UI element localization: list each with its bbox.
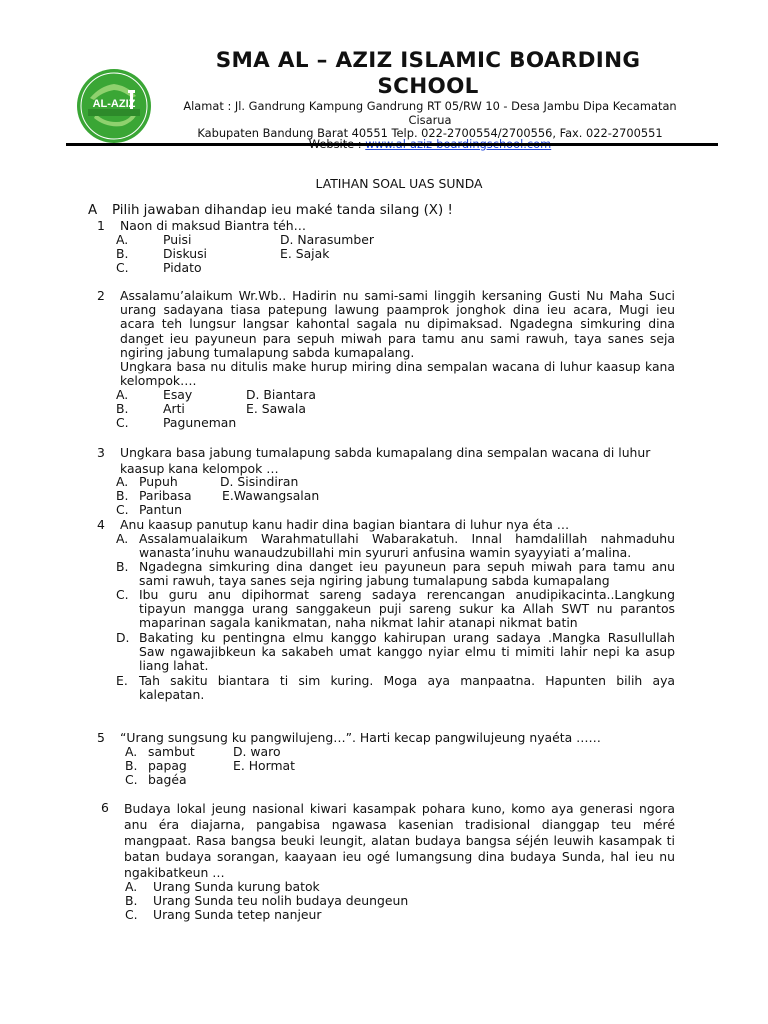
q2-option-c: Paguneman xyxy=(163,415,237,430)
q2-option-a-label: A. xyxy=(116,387,129,402)
question-3-line1: Ungkara basa jabung tumalapung sabda kumapalang dina sempalan wacana di luhur xyxy=(120,445,651,460)
q4-option-c-label: C. xyxy=(116,587,129,602)
q3-option-e: E.Wawangsalan xyxy=(222,488,320,503)
q6-option-b-label: B. xyxy=(125,893,138,908)
instruction-text: Pilih jawaban dihandap ieu maké tanda silang (X) ! xyxy=(112,203,453,218)
question-6-passage: Budaya lokal jeung nasional kiwari kasampak pohara kuno, komo aya generasi ngora anu éra diajarna, pangabisa ngawasa kasenian tradisional dianggap teu méré mangpaat. Rasa bangsa beuki leungit, alatan budaya bangsa séjén leuwih kasampak ti batan budaya sorangan, kaayaan ieu ogé lumangsung dina budaya Sunda, hal ieu nu ngakibatkeun … xyxy=(124,801,675,880)
document-title: LATIHAN SOAL UAS SUNDA xyxy=(315,176,483,191)
q6-option-c: Urang Sunda tetep nanjeur xyxy=(153,907,322,922)
section-instruction xyxy=(88,203,453,218)
q5-option-a: sambut xyxy=(148,744,195,759)
question-5-number: 5 xyxy=(97,730,105,745)
q1-option-c-label: C. xyxy=(116,260,129,275)
q1-option-b: Diskusi xyxy=(163,246,207,261)
question-2-text: Ungkara basa nu ditulis make hurup miring dina sempalan wacana di luhur kaasup kana kelompok…. xyxy=(120,359,675,389)
q5-option-d: D. waro xyxy=(233,744,281,759)
address-line1: Alamat : Jl. Gandrung Kampung Gandrung RT 05/RW 10 - Desa Jambu Dipa Kecamatan xyxy=(183,99,677,113)
school-name-line1: SMA AL – AZIZ ISLAMIC BOARDING xyxy=(215,48,641,73)
q6-option-a: Urang Sunda kurung batok xyxy=(153,879,320,894)
q2-option-d: D. Biantara xyxy=(246,387,316,402)
logo-text: AL-AZIZ xyxy=(92,98,136,110)
q4-option-a: Assalamualaikum Warahmatullahi Wabarakatuh. Innal hamdalillah nahmaduhu wanasta’inuhu wanaudzubillahi min syururi anfusina wamin syayyiati a’malina. xyxy=(139,531,675,561)
q2-option-e: E. Sawala xyxy=(246,401,306,416)
q3-option-d: D. Sisindiran xyxy=(220,474,299,489)
q5-option-b-label: B. xyxy=(125,758,138,773)
school-logo xyxy=(76,68,152,144)
q5-option-a-label: A. xyxy=(125,744,138,759)
q3-option-c-label: C. xyxy=(116,502,129,517)
q4-option-a-label: A. xyxy=(116,531,129,546)
q4-option-b: Ngadegna simkuring dina danget ieu payuneun para sepuh miwah para tamu anu sami rawuh, taya sanes seja ngiring jabung tumalapung sabda kumapalang xyxy=(139,559,675,589)
q1-option-c: Pidato xyxy=(163,260,202,275)
section-label: A xyxy=(88,203,98,218)
q3-option-a: Pupuh xyxy=(139,474,178,489)
q3-option-b-label: B. xyxy=(116,488,129,503)
question-3-line2: kaasup kana kelompok … xyxy=(120,461,279,476)
question-5-text: “Urang sungsung ku pangwilujeng…”. Harti kecap pangwilujeung nyaéta …… xyxy=(120,730,601,745)
q6-option-b: Urang Sunda teu nolih budaya deungeun xyxy=(153,893,409,908)
question-4-number: 4 xyxy=(97,517,105,532)
q3-option-b: Paribasa xyxy=(139,488,192,503)
question-2-passage: Assalamu’alaikum Wr.Wb.. Hadirin nu sami-sami linggih kersaning Gusti Nu Maha Suci urang sadayana tiasa patepung lawung paamprok jonghok dina ieu acara, Mugi ieu acara teh lungsur langsar kahontal sagala nu dipimaksad. Ngadegna simkuring dina danget ieu payuneun para sepuh miwah para tamu anu sami rawuh, taya sanes seja ngiring jabung tumalapung sabda kumapalang. xyxy=(120,288,675,360)
q4-option-c: Ibu guru anu dipihormat sareng sadaya rerencangan anudipikacinta..Langkung tipayun mangga urang sanggakeun puji sareng sukur ka Allah SWT nu parantos maparinan sagala kanikmatan, naha nikmat lahir atanapi nikmat batin xyxy=(139,587,675,631)
header-divider xyxy=(66,143,718,146)
q2-option-b-label: B. xyxy=(116,401,129,416)
q3-option-c: Pantun xyxy=(139,502,182,517)
question-3-number: 3 xyxy=(97,445,105,460)
school-name-line2: SCHOOL xyxy=(377,74,479,99)
q5-option-c: bagéa xyxy=(148,772,187,787)
question-2-number: 2 xyxy=(97,288,105,303)
q1-option-a-label: A. xyxy=(116,232,129,247)
q4-option-d: Bakating ku pentingna elmu kanggo kahirupan urang sadaya .Mangka Rasullullah Saw ngawajibkeun ka sakabeh umat kanggo nyiar elmu ti mimiti lahir nepi ka asup liang lahat. xyxy=(139,630,675,674)
q1-option-b-label: B. xyxy=(116,246,129,261)
school-name xyxy=(180,48,676,100)
q6-option-a-label: A. xyxy=(125,879,138,894)
address-line3: Kabupaten Bandung Barat 40551 Telp. 022-2700554/2700556, Fax. 022-2700551 xyxy=(197,126,663,140)
question-6-number: 6 xyxy=(101,800,109,815)
q1-option-a: Puisi xyxy=(163,232,192,247)
question-1-number: 1 xyxy=(97,218,105,233)
q3-option-a-label: A. xyxy=(116,474,129,489)
q5-option-e: E. Hormat xyxy=(233,758,296,773)
question-4-text: Anu kaasup panutup kanu hadir dina bagian biantara di luhur nya éta … xyxy=(120,517,570,532)
address-line2: Cisarua xyxy=(408,112,452,127)
q1-option-e: E. Sajak xyxy=(280,246,330,261)
q1-option-d: D. Narasumber xyxy=(280,232,374,247)
q4-option-d-label: D. xyxy=(116,630,130,645)
q4-option-b-label: B. xyxy=(116,559,129,574)
q4-option-e-label: E. xyxy=(116,673,128,688)
q2-option-c-label: C. xyxy=(116,415,129,430)
q4-option-e: Tah sakitu biantara ti sim kuring. Moga aya manpaatna. Hapunten bilih aya kalepatan. xyxy=(139,673,675,703)
q2-option-b: Arti xyxy=(163,401,185,416)
question-1-text: Naon di maksud Biantra téh… xyxy=(120,218,307,233)
q5-option-b: papag xyxy=(148,758,187,773)
q5-option-c-label: C. xyxy=(125,772,138,787)
q6-option-c-label: C. xyxy=(125,907,138,922)
q2-option-a: Esay xyxy=(163,387,193,402)
